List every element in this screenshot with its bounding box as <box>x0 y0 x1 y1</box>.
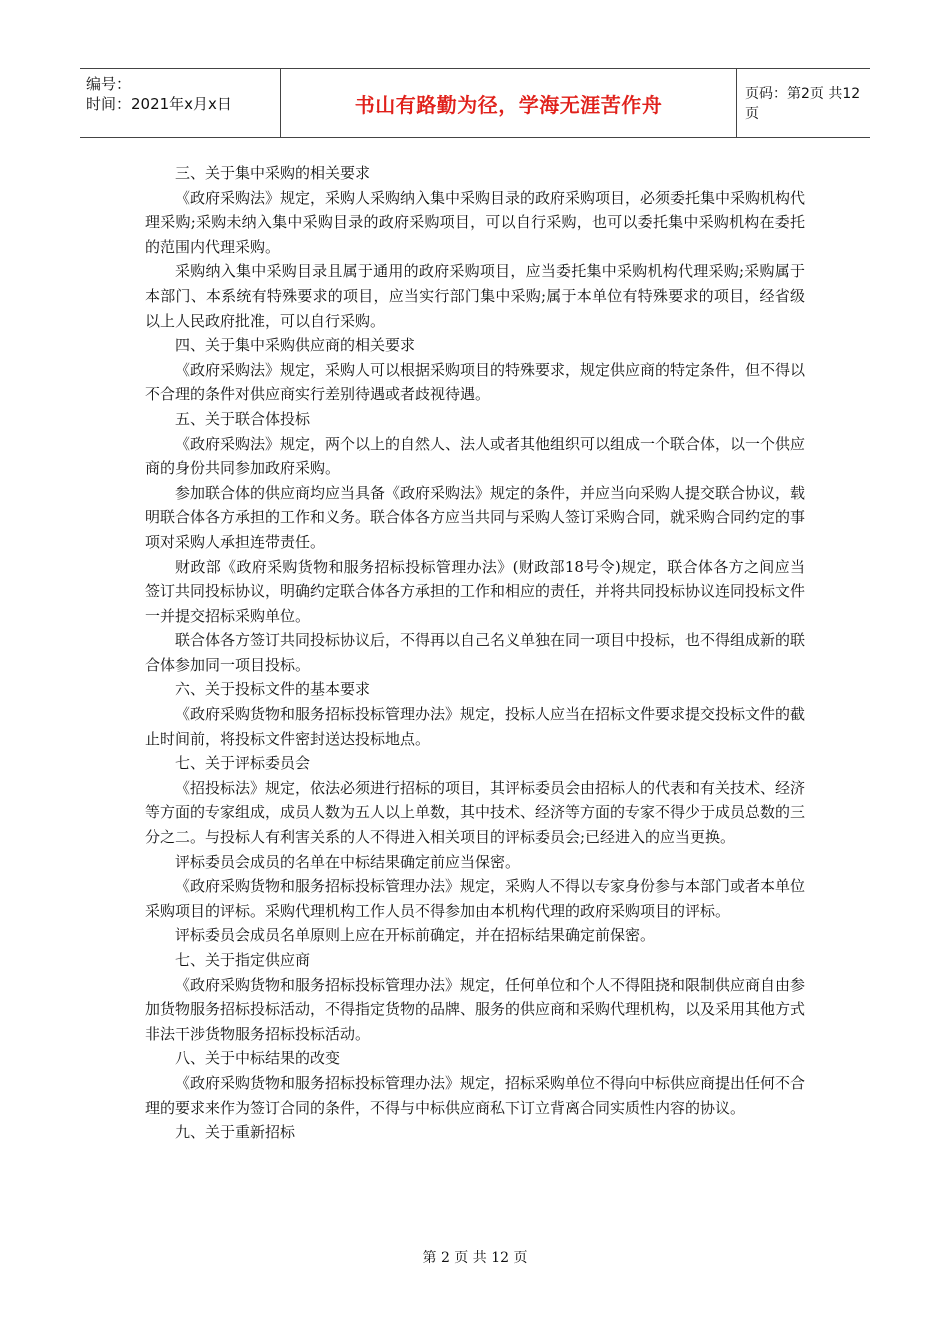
paragraph: 采购纳入集中采购目录且属于通用的政府采购项目，应当委托集中采购机构代理采购;采购属于本部门、本系统有特殊要求的项目，应当实行部门集中采购;属于本单位有特殊要求的项目，经省级以上人民政府批准，可以自行采购。 <box>145 262 805 330</box>
header-motto-cell <box>281 69 737 137</box>
section-heading: 五、关于联合体投标 <box>175 409 311 428</box>
section-heading: 八、关于中标结果的改变 <box>175 1049 341 1068</box>
paragraph: 《政府采购法》规定，采购人采购纳入集中采购目录的政府采购项目，必须委托集中采购机构代理采购;采购未纳入集中采购目录的政府采购项目，可以自行采购，也可以委托集中采购机构在委托的范围内代理采购。 <box>145 188 806 256</box>
paragraph: 参加联合体的供应商均应当具备《政府采购法》规定的条件，并应当向采购人提交联合协议，载明联合体各方承担的工作和义务。联合体各方应当共同与采购人签订采购合同，就采购合同约定的事项对采购人承担连带责任。 <box>145 483 806 551</box>
section-heading: 九、关于重新招标 <box>175 1123 296 1142</box>
paragraph: 《政府采购法》规定，两个以上的自然人、法人或者其他组织可以组成一个联合体，以一个供应商的身份共同参加政府采购。 <box>145 434 806 478</box>
paragraph: 财政部《政府采购货物和服务招标投标管理办法》(财政部18号令)规定，联合体各方之间应当签订共同投标协议，明确约定联合体各方承担的工作和相应的责任，并将共同投标协议连同投标文件一并提交招标采购单位。 <box>145 557 806 625</box>
paragraph: 评标委员会成员名单原则上应在开标前确定，并在招标结果确定前保密。 <box>175 926 656 945</box>
paragraph: 《政府采购货物和服务招标投标管理办法》规定，任何单位和个人不得阻挠和限制供应商自由参加货物服务招标投标活动，不得指定货物的品牌、服务的供应商和采购代理机构，以及采用其他方式非法干涉货物服务招标投标活动。 <box>145 975 806 1043</box>
paragraph: 评标委员会成员的名单在中标结果确定前应当保密。 <box>175 852 521 871</box>
header-motto: 书山有路勤为径，学海无涯苦作舟 <box>354 92 663 117</box>
page-footer: 第 2 页 共 12 页 <box>422 1250 528 1266</box>
paragraph: 联合体各方签订共同投标协议后，不得再以自己名义单独在同一项目中投标，也不得组成新的联合体参加同一项目投标。 <box>145 631 806 674</box>
section-heading: 六、关于投标文件的基本要求 <box>175 680 371 699</box>
document-time-label: 时间：2021年x月x日 <box>86 95 232 113</box>
header-page-number: 页码：第2页 共12页 <box>745 86 861 122</box>
paragraph: 《政府采购货物和服务招标投标管理办法》规定，投标人应当在招标文件要求提交投标文件的截止时间前，将投标文件密封送达投标地点。 <box>145 705 806 748</box>
page-header <box>80 68 870 138</box>
paragraph: 《招投标法》规定，依法必须进行招标的项目，其评标委员会由招标人的代表和有关技术、经济等方面的专家组成，成员人数为五人以上单数，其中技术、经济等方面的专家不得少于成员总数的三分之二。与投标人有利害关系的人不得进入相关项目的评标委员会;已经进入的应当更换。 <box>145 778 806 847</box>
header-page-cell <box>737 69 870 137</box>
section-heading: 四、关于集中采购供应商的相关要求 <box>175 336 416 355</box>
section-heading: 七、关于指定供应商 <box>175 951 311 969</box>
paragraph: 《政府采购货物和服务招标投标管理办法》规定，采购人不得以专家身份参与本部门或者本单位采购项目的评标。采购代理机构工作人员不得参加由本机构代理的政府采购项目的评标。 <box>145 877 806 920</box>
header-meta-cell <box>80 69 281 137</box>
paragraph: 《政府采购货物和服务招标投标管理办法》规定，招标采购单位不得向中标供应商提出任何不合理的要求来作为签订合同的条件，不得与中标供应商私下订立背离合同实质性内容的协议。 <box>145 1073 806 1117</box>
section-heading: 七、关于评标委员会 <box>175 754 311 773</box>
paragraph: 《政府采购法》规定，采购人可以根据采购项目的特殊要求，规定供应商的特定条件，但不得以不合理的条件对供应商实行差别待遇或者歧视待遇。 <box>145 360 806 404</box>
section-heading: 三、关于集中采购的相关要求 <box>175 164 371 182</box>
document-body <box>145 161 805 1145</box>
document-number-label: 编号： <box>86 75 132 93</box>
